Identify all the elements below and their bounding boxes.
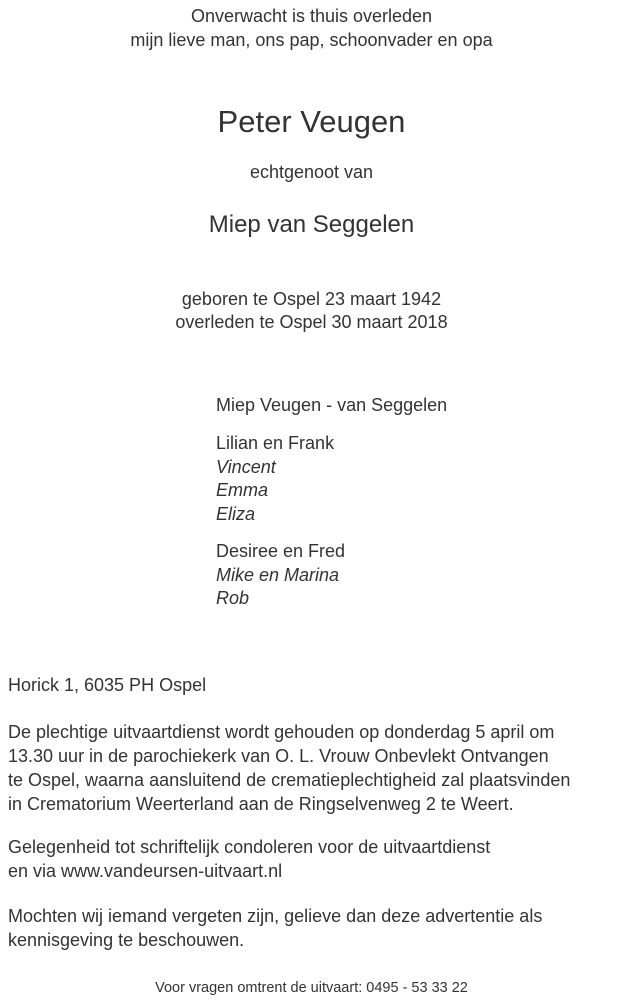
intro-line-2: mijn lieve man, ons pap, schoonvader en opa bbox=[130, 30, 493, 50]
family-group-2-child: Mike en Marina bbox=[216, 564, 340, 585]
family-group-1-child: Vincent bbox=[216, 456, 276, 477]
closing-line: Mochten wij iemand vergeten zijn, gelieve dan deze advertentie als bbox=[8, 906, 543, 926]
family-group-2-parents: Desiree en Fred bbox=[216, 541, 346, 561]
death-line: overleden te Ospel 30 maart 2018 bbox=[175, 312, 448, 332]
service-info bbox=[8, 720, 570, 816]
family-group-1 bbox=[216, 432, 334, 526]
family-group-1-child: Emma bbox=[216, 480, 269, 500]
closing-line: kennisgeving te beschouwen. bbox=[8, 930, 245, 950]
service-line: De plechtige uitvaartdienst wordt gehouden op donderdag 5 april om bbox=[8, 722, 555, 742]
service-line: in Crematorium Weerterland aan de Ringselvenweg 2 te Weert. bbox=[8, 794, 514, 814]
condolence-line: en via www.vandeursen-uitvaart.nl bbox=[8, 861, 283, 881]
family-widow: Miep Veugen - van Seggelen bbox=[216, 395, 448, 415]
service-line: te Ospel, waarna aansluitend de crematieplechtigheid zal plaatsvinden bbox=[8, 770, 571, 790]
contact-footer: Voor vragen omtrent de uitvaart: 0495 - 53 33 22 bbox=[155, 980, 468, 996]
birth-line: geboren te Ospel 23 maart 1942 bbox=[181, 289, 442, 309]
deceased-name: Peter Veugen bbox=[217, 104, 406, 139]
condolence-line: Gelegenheid tot schriftelijk condoleren voor de uitvaartdienst bbox=[8, 837, 491, 857]
home-address: Horick 1, 6035 PH Ospel bbox=[8, 675, 207, 695]
family-group-1-parents: Lilian en Frank bbox=[216, 433, 335, 453]
spouse-label: echtgenoot van bbox=[249, 162, 374, 182]
family-group-2-child: Rob bbox=[216, 588, 250, 608]
closing-note bbox=[8, 904, 542, 952]
family-group-1-child: Eliza bbox=[216, 503, 256, 524]
family-group-2 bbox=[216, 540, 345, 611]
service-line: 13.30 uur in de parochiekerk van O. L. Vrouw Onbevlekt Ontvangen bbox=[8, 746, 549, 766]
spouse-name: Miep van Seggelen bbox=[208, 211, 415, 238]
intro-line-1: Onverwacht is thuis overleden bbox=[190, 6, 433, 26]
condolence-info bbox=[8, 835, 490, 883]
